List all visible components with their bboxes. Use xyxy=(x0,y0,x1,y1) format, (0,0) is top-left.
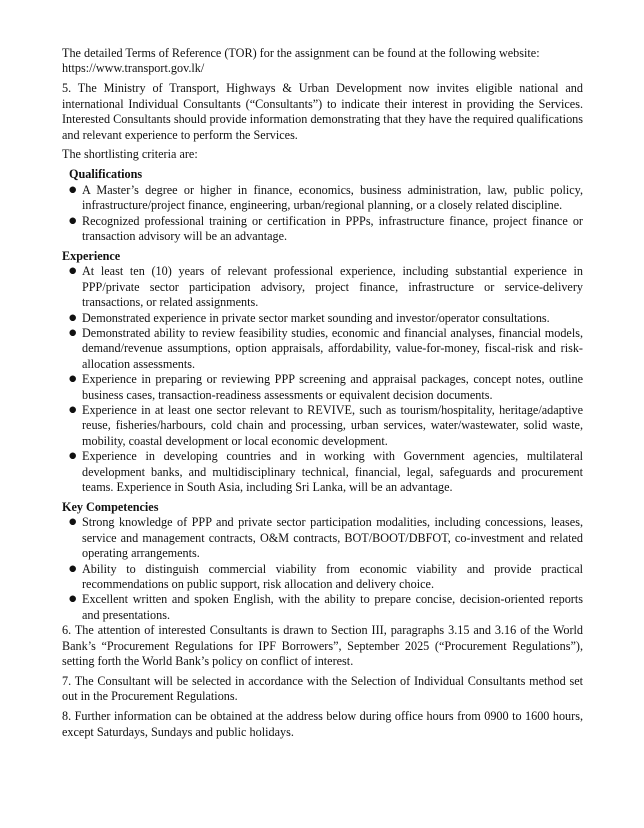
paragraph-5: 5. The Ministry of Transport, Highways & Urban Development now invites eligible national and international Individual Consultants (“Consultants”) to indicate their interest in providing the Services. Interested Consultants should provide information demonstrating that they have the required qualifications and relevant experience to perform the Services. xyxy=(62,81,583,142)
experience-list xyxy=(62,264,583,495)
list-item: ● Strong knowledge of PPP and private sector participation modalities, including concessions, leases, service and management contracts, O&M contracts, BOT/BOOT/DBFOT, co-investment and related operating arrangements. xyxy=(62,515,583,561)
competencies-list xyxy=(62,515,583,623)
list-item: ● A Master’s degree or higher in finance, economics, business administration, law, public policy, infrastructure/project finance, engineering, urban/regional planning, or a closely related discipline. xyxy=(62,183,583,214)
qualifications-list xyxy=(62,183,583,245)
list-item: ● Experience in developing countries and in working with Government agencies, multilateral development banks, and multidisciplinary technical, financial, legal, safeguards and procurement teams. Experience in South Asia, including Sri Lanka, will be an advantage. xyxy=(62,449,583,495)
qualifications-heading: Qualifications xyxy=(69,167,143,182)
document-page xyxy=(62,46,583,740)
list-item: ● Demonstrated experience in private sector market sounding and investor/operator consultations. xyxy=(62,311,583,326)
paragraph-8: 8. Further information can be obtained at the address below during office hours from 0900 to 1600 hours, except Saturdays, Sundays and public holidays. xyxy=(62,709,583,739)
paragraph-7: 7. The Consultant will be selected in accordance with the Selection of Individual Consultants method set out in the Procurement Regulations. xyxy=(62,673,583,704)
competencies-heading: Key Competencies xyxy=(62,499,159,514)
experience-heading: Experience xyxy=(62,248,121,263)
criteria-lead: The shortlisting criteria are: xyxy=(62,147,198,162)
tor-paragraph xyxy=(62,46,583,77)
tor-text: The detailed Terms of Reference (TOR) for the assignment can be found at the following website: xyxy=(62,46,540,60)
list-item: ● At least ten (10) years of relevant professional experience, including substantial experience in PPP/private sector participation advisory, project finance, infrastructure or service-delivery transactions, or related assignments. xyxy=(62,264,583,310)
list-item: ● Ability to distinguish commercial viability from economic viability and provide practical recommendations on public support, risk allocation and delivery choice. xyxy=(62,562,583,593)
list-item: ● Experience in preparing or reviewing PPP screening and appraisal packages, concept notes, outline business cases, transaction-readiness assessments or equivalent decision documents. xyxy=(62,372,583,403)
list-item: ● Excellent written and spoken English, with the ability to prepare concise, decision-oriented reports and presentations. xyxy=(62,592,583,623)
tor-url: https://www.transport.gov.lk/ xyxy=(62,61,205,76)
paragraph-6: 6. The attention of interested Consultants is drawn to Section III, paragraphs 3.15 and 3.16 of the World Bank’s “Procurement Regulations for IPF Borrowers”, September 2025 (“Procurement Regulations”), setting forth the World Bank’s policy on conflict of interest. xyxy=(62,623,583,668)
list-item: ● Recognized professional training or certification in PPPs, infrastructure finance, project finance or transaction advisory will be an advantage. xyxy=(62,214,583,245)
list-item: ● Experience in at least one sector relevant to REVIVE, such as tourism/hospitality, heritage/adaptive reuse, fisheries/harbours, cold chain and processing, urban services, water/wastewater, solid waste, mobility, coastal development or local economic development. xyxy=(62,403,583,449)
list-item: ● Demonstrated ability to review feasibility studies, economic and financial analyses, financial models, demand/revenue assumptions, option appraisals, affordability, value-for-money, fiscal-risk and risk-allocation assessments. xyxy=(62,326,583,372)
